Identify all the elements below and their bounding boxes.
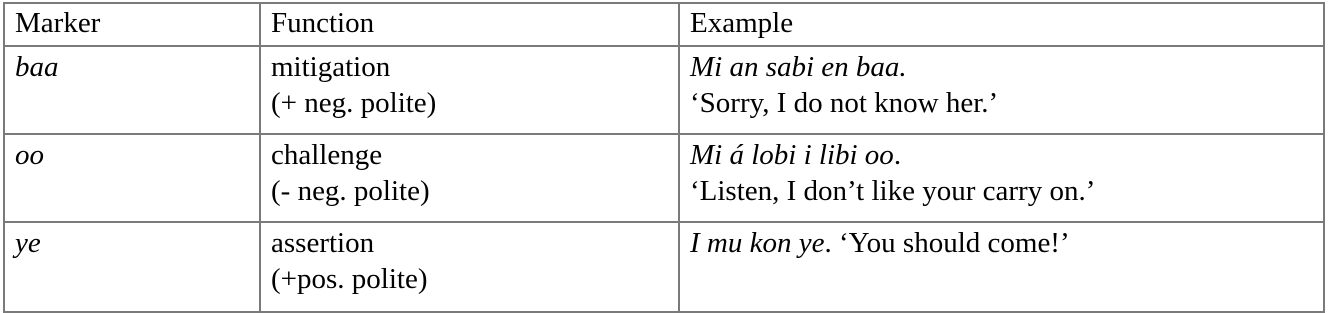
example-sentence-line (690, 137, 1313, 173)
function-cell (260, 46, 679, 134)
politeness-label: (- neg. polite) (271, 175, 430, 207)
table-row (4, 46, 1324, 134)
table-body (4, 46, 1324, 312)
example-cell (679, 134, 1324, 222)
example-translation: ‘Sorry, I do not know her.’ (690, 87, 999, 119)
example-sentence: Mi an sabi en baa. (690, 51, 907, 83)
function-label: challenge (271, 139, 383, 171)
example-sentence-line (690, 225, 1313, 261)
function-label: mitigation (271, 51, 391, 83)
marker-text: oo (15, 139, 44, 171)
marker-cell (4, 134, 260, 222)
header-example: Example (679, 3, 1324, 46)
function-cell (260, 222, 679, 312)
table-header (4, 3, 1324, 46)
marker-cell (4, 222, 260, 312)
function-label: assertion (271, 227, 375, 259)
table-row (4, 222, 1324, 312)
header-marker: Marker (4, 3, 260, 46)
marker-function-table (3, 2, 1325, 313)
header-function: Function (260, 3, 679, 46)
example-translation: . ‘You should come!’ (824, 227, 1070, 259)
header-row (4, 3, 1324, 46)
table-row (4, 134, 1324, 222)
politeness-label: (+ neg. polite) (271, 87, 437, 119)
function-cell (260, 134, 679, 222)
example-translation: ‘Listen, I don’t like your carry on.’ (690, 175, 1096, 207)
example-sentence: I mu kon ye (690, 227, 825, 259)
marker-text: baa (15, 51, 59, 83)
example-sentence: Mi á lobi i libi oo (690, 139, 894, 171)
politeness-label: (+pos. polite) (271, 263, 428, 295)
marker-text: ye (15, 227, 41, 259)
example-cell (679, 222, 1324, 312)
example-sentence-period: . (893, 139, 902, 171)
marker-cell (4, 46, 260, 134)
example-cell (679, 46, 1324, 134)
